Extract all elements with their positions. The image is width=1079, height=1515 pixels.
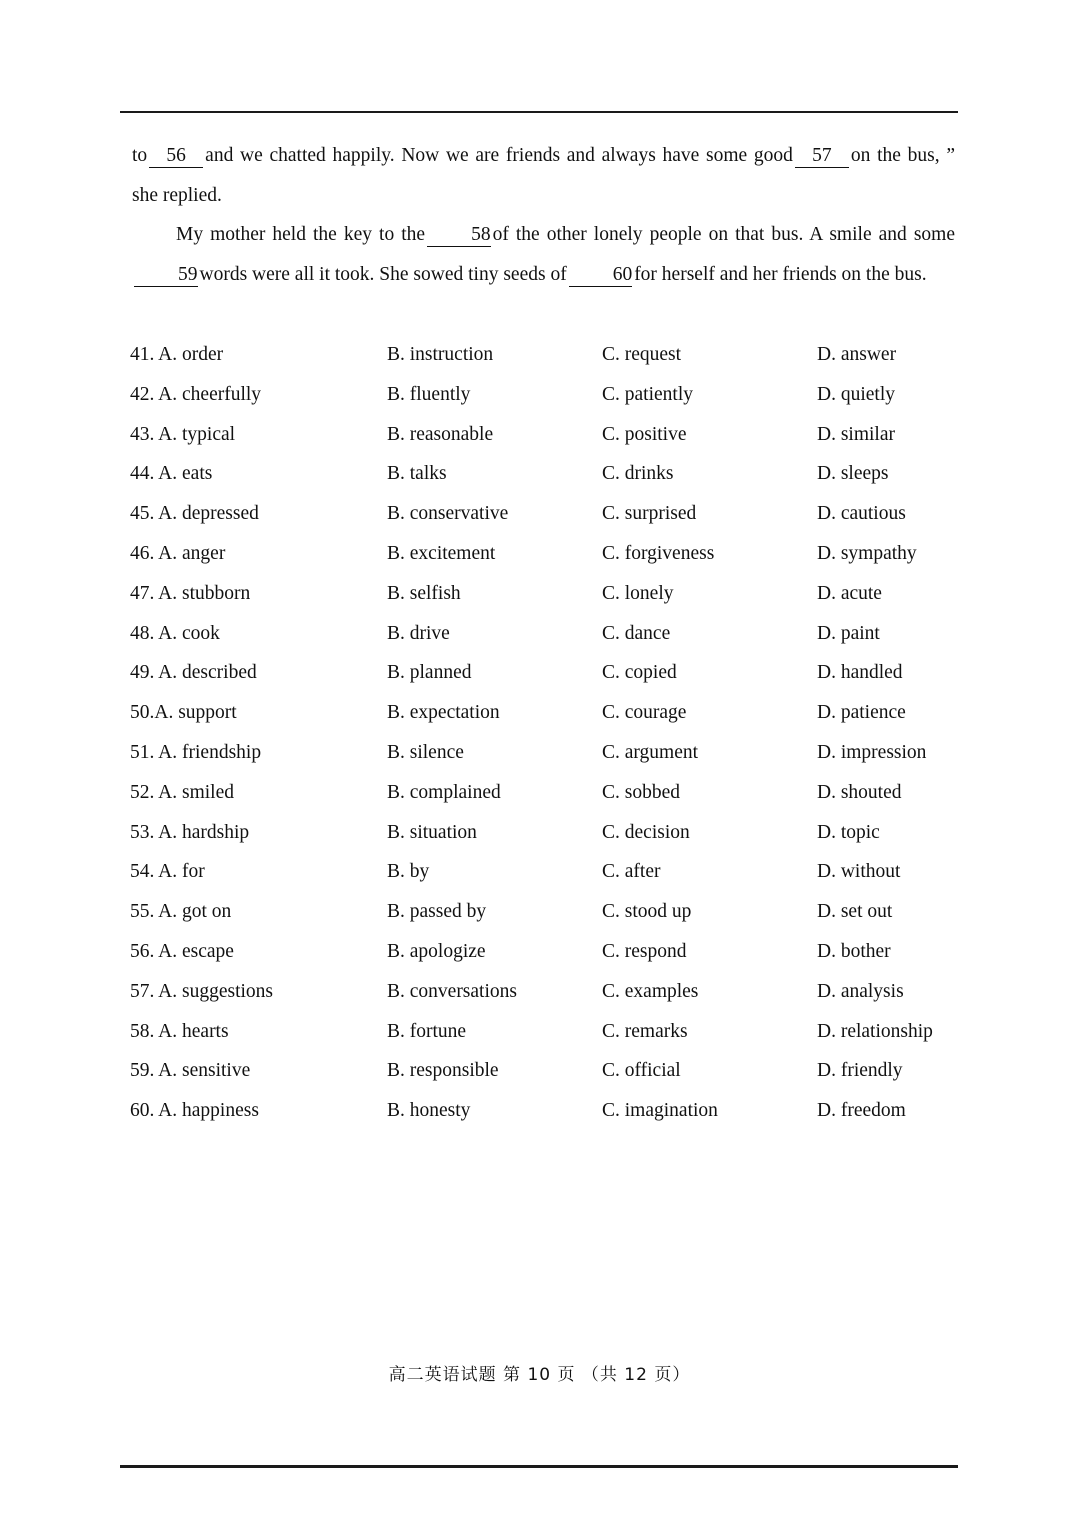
option-row [130, 693, 960, 733]
option-row [130, 653, 960, 693]
option-row [130, 773, 960, 813]
option-a: 42. A. cheerfully [130, 383, 262, 405]
option-a: 59. A. sensitive [130, 1060, 251, 1082]
option-d: D. acute [817, 582, 882, 604]
option-d: D. paint [817, 622, 880, 644]
option-b: B. reasonable [387, 423, 494, 445]
option-c: C. surprised [602, 503, 697, 525]
option-d: D. sleeps [817, 463, 889, 485]
option-b: B. responsible [387, 1060, 499, 1082]
option-d: D. similar [817, 423, 895, 445]
option-a: 60. A. happiness [130, 1100, 259, 1122]
option-c: C. sobbed [602, 781, 680, 803]
option-b: B. fluently [387, 383, 471, 405]
option-d: D. impression [817, 741, 927, 763]
option-a: 48. A. cook [130, 622, 220, 644]
option-c: C. dance [602, 622, 671, 644]
option-c: C. forgiveness [602, 542, 715, 564]
option-a: 56. A. escape [130, 940, 234, 962]
option-a: 47. A. stubborn [130, 582, 251, 604]
option-row [130, 852, 960, 892]
option-b: B. drive [387, 622, 450, 644]
option-a: 44. A. eats [130, 463, 213, 485]
passage-text: words were all it took. She sowed tiny seeds of [199, 263, 567, 285]
passage-text: and we chatted happily. Now we are friends and always have some good [205, 145, 793, 166]
passage [132, 136, 955, 294]
option-b: B. silence [387, 741, 464, 763]
option-d: D. analysis [817, 980, 904, 1002]
option-d: D. sympathy [817, 542, 917, 564]
option-row [130, 454, 960, 494]
option-d: D. friendly [817, 1060, 903, 1082]
option-row [130, 813, 960, 853]
option-d: D. topic [817, 821, 880, 843]
option-d: D. cautious [817, 503, 906, 525]
option-b: B. talks [387, 463, 447, 485]
passage-text: on the bus, ” she replied. [132, 145, 955, 206]
option-d: D. patience [817, 702, 906, 724]
option-b: B. expectation [387, 702, 500, 724]
option-b: B. situation [387, 821, 477, 843]
option-c: C. after [602, 861, 661, 883]
option-d: D. bother [817, 940, 891, 962]
option-d: D. shouted [817, 781, 902, 803]
option-a: 43. A. typical [130, 423, 236, 445]
option-row [130, 932, 960, 972]
option-a: 41. A. order [130, 344, 224, 365]
option-c: C. examples [602, 980, 699, 1002]
option-d: D. without [817, 861, 901, 883]
option-d: D. handled [817, 662, 903, 684]
option-a: 58. A. hearts [130, 1020, 229, 1042]
option-c: C. decision [602, 821, 690, 843]
option-b: B. honesty [387, 1100, 471, 1122]
option-row [130, 415, 960, 455]
option-row [130, 733, 960, 773]
option-a: 55. A. got on [130, 901, 232, 923]
option-a: 57. A. suggestions [130, 980, 274, 1002]
option-c: C. positive [602, 423, 687, 445]
blank-60: 60 [569, 264, 633, 287]
option-row [130, 1051, 960, 1091]
option-a: 46. A. anger [130, 542, 226, 564]
option-c: C. courage [602, 702, 687, 724]
option-b: B. complained [387, 781, 501, 803]
passage-paragraph-1 [132, 136, 955, 215]
option-b: B. instruction [387, 344, 494, 365]
passage-paragraph-2 [132, 215, 955, 294]
option-row [130, 1091, 960, 1131]
option-row [130, 494, 960, 534]
blank-58: 58 [427, 224, 491, 247]
option-a: 54. A. for [130, 861, 205, 883]
option-row [130, 534, 960, 574]
passage-text: to [132, 145, 148, 166]
page-footer: 高二英语试题 第 10 页 （共 12 页） [388, 1365, 691, 1385]
option-a: 45. A. depressed [130, 503, 259, 525]
top-rule [120, 111, 958, 113]
option-row [130, 972, 960, 1012]
passage-text: for herself and her friends on the bus. [634, 263, 927, 285]
option-c: C. official [602, 1060, 681, 1082]
option-row [130, 614, 960, 654]
option-c: C. imagination [602, 1100, 718, 1122]
option-b: B. conversations [387, 980, 517, 1002]
option-c: C. respond [602, 940, 687, 962]
option-b: B. excitement [387, 542, 496, 564]
option-row [130, 892, 960, 932]
option-c: C. copied [602, 662, 677, 684]
option-c: C. lonely [602, 582, 674, 604]
option-d: D. quietly [817, 383, 895, 405]
option-b: B. by [387, 861, 430, 883]
option-c: C. patiently [602, 383, 693, 405]
option-d: D. answer [817, 344, 897, 365]
passage-text: My mother held the key to the [176, 224, 426, 245]
bottom-rule [120, 1465, 958, 1468]
option-row [130, 375, 960, 415]
option-a: 51. A. friendship [130, 741, 262, 763]
option-row [130, 335, 960, 375]
option-b: B. selfish [387, 582, 461, 604]
option-c: C. drinks [602, 463, 674, 485]
option-b: B. apologize [387, 940, 486, 962]
blank-59: 59 [134, 264, 198, 287]
option-d: D. freedom [817, 1100, 906, 1122]
option-b: B. passed by [387, 901, 487, 923]
option-a: 52. A. smiled [130, 781, 235, 803]
option-a: 50.A. support [130, 702, 237, 724]
passage-text: of the other lonely people on that bus. A smile and some [492, 224, 955, 245]
option-c: C. request [602, 344, 682, 365]
blank-57: 57 [795, 145, 849, 168]
option-row [130, 1012, 960, 1052]
answer-options-table [130, 335, 960, 1131]
option-b: B. conservative [387, 503, 509, 525]
option-c: C. argument [602, 741, 699, 763]
option-b: B. fortune [387, 1020, 467, 1042]
blank-56: 56 [149, 145, 203, 168]
option-a: 49. A. described [130, 662, 257, 684]
option-a: 53. A. hardship [130, 821, 250, 843]
option-c: C. stood up [602, 901, 692, 923]
option-b: B. planned [387, 662, 472, 684]
option-c: C. remarks [602, 1020, 688, 1042]
option-d: D. relationship [817, 1020, 933, 1042]
option-d: D. set out [817, 901, 893, 923]
option-row [130, 574, 960, 614]
